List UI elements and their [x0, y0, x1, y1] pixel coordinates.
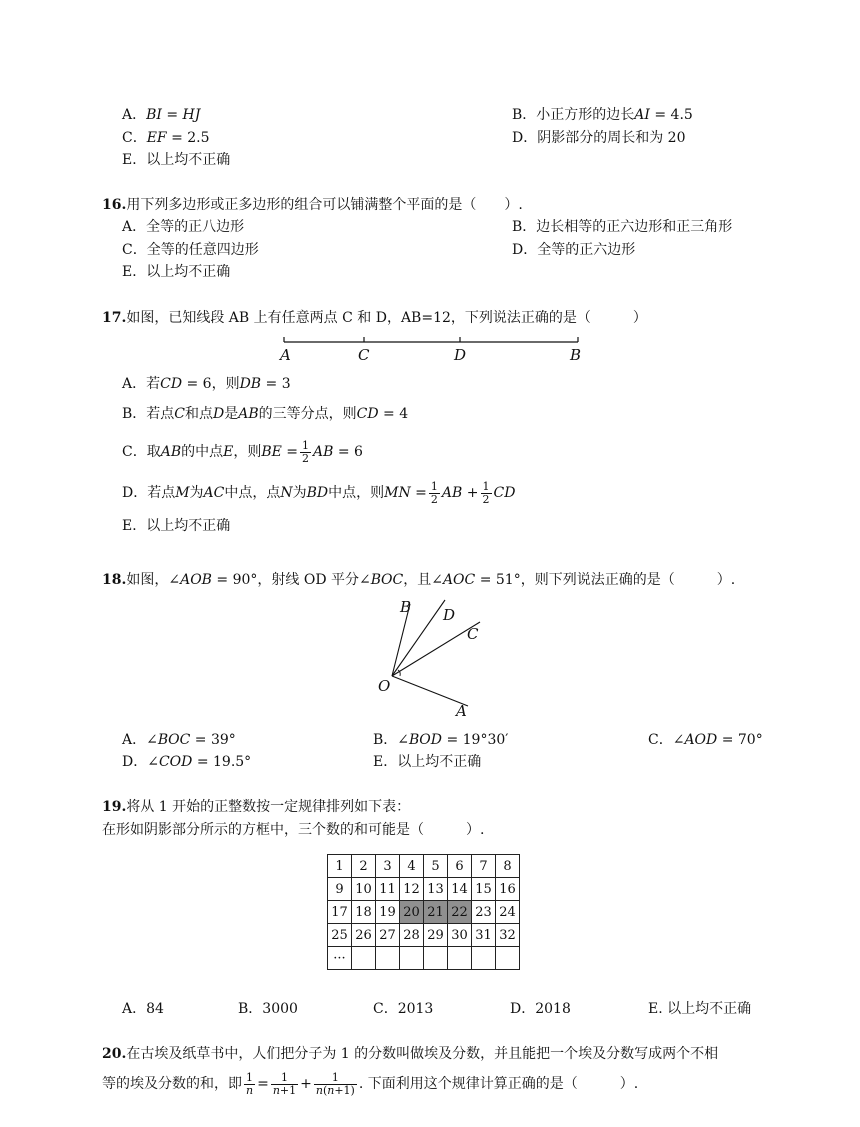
label-d: D	[454, 346, 467, 364]
fraction-1-over-n-n-plus-1: $\frac{1}{\text{𝑛(𝑛+1)}}$	[315, 1071, 355, 1097]
table-cell	[352, 947, 376, 970]
q19-stem-line2: 在形如阴影部分所示的方框中，三个数的和可能是（ ）.	[102, 822, 485, 838]
label-a: A	[280, 346, 291, 364]
q20-stem-text: 在古埃及纸草书中，人们把分子为 1 的分数叫做埃及分数，并且能把一个埃及分数写成两个不相	[126, 1046, 719, 1062]
q19-option-b: B．3000	[238, 1001, 298, 1017]
label-o: O	[378, 677, 391, 695]
q19-option-c: C．2013	[373, 1001, 434, 1017]
table-cell: 17	[328, 901, 352, 924]
table-cell: 18	[352, 901, 376, 924]
table-cell: 27	[376, 924, 400, 947]
fraction-one-half: $\frac{1}{2}$	[302, 439, 310, 465]
table-cell: 23	[472, 901, 496, 924]
table-cell: 8	[496, 855, 520, 878]
fraction-one-half: $\frac{1}{2}$	[482, 480, 490, 506]
table-cell: 15	[472, 878, 496, 901]
table-cell: 29	[424, 924, 448, 947]
table-cell	[424, 947, 448, 970]
table-cell: 3	[376, 855, 400, 878]
table-cell: 20	[400, 901, 424, 924]
table-cell: 31	[472, 924, 496, 947]
fraction-one-half: $\frac{1}{2}$	[430, 480, 438, 506]
q18-option-c: C．∠𝐴𝑂𝐷 = 70°	[648, 732, 763, 748]
table-cell: 1	[328, 855, 352, 878]
q19-option-e: E. 以上均不正确	[648, 1001, 752, 1017]
q18-stem-text: 如图，∠𝐴𝑂𝐵 = 90°，射线 OD 平分∠𝐵𝑂𝐶，且∠𝐴𝑂𝐶 = 51°，则下列说法正确的是（ ）.	[126, 572, 736, 588]
table-cell: 14	[448, 878, 472, 901]
label-a: A	[456, 702, 467, 720]
q15-option-c: C．𝐸𝐹 = 2.5	[122, 130, 210, 146]
table-cell	[400, 947, 424, 970]
table-cell: 16	[496, 878, 520, 901]
table-row	[328, 924, 520, 947]
q16-stem-text: 用下列多边形或正多边形的组合可以铺满整个平面的是（ ）.	[126, 197, 523, 213]
q16-stem	[102, 198, 523, 212]
q18-stem	[102, 573, 735, 587]
q17-option-c: C．取𝐴𝐵的中点𝐸，则𝐵𝐸 = $\frac{1}{2}$ 𝐴𝐵 = 6	[122, 439, 363, 465]
table-row	[328, 901, 520, 924]
segment-ab-diagram	[270, 330, 600, 366]
table-cell: 7	[472, 855, 496, 878]
table-row	[328, 855, 520, 878]
q19-stem-line1	[102, 800, 410, 814]
q17-number: 17.	[102, 310, 127, 326]
table-cell	[472, 947, 496, 970]
table-row	[328, 947, 520, 970]
q16-number: 16.	[102, 197, 127, 213]
q18-option-d: D．∠𝐶𝑂𝐷 = 19.5°	[122, 754, 252, 770]
q18-option-e: E．以上均不正确	[373, 754, 482, 770]
table-cell: 30	[448, 924, 472, 947]
q15-option-b: B．小正方形的边长𝐴𝐼 = 4.5	[512, 107, 693, 123]
table-cell: 11	[376, 878, 400, 901]
label-b: B	[570, 346, 582, 364]
q16-option-a: A．全等的正八边形	[122, 219, 245, 235]
q19-stem-text: 将从 1 开始的正整数按一定规律排列如下表：	[126, 799, 411, 815]
table-cell: 10	[352, 878, 376, 901]
fraction-1-over-n: $\frac{1}{\text{𝑛}}$	[246, 1071, 254, 1097]
table-cell: 21	[424, 901, 448, 924]
q20-stem-line1	[102, 1047, 718, 1061]
table-cell: ···	[328, 947, 352, 970]
q19-option-a: A．84	[122, 1001, 164, 1017]
table-cell: 25	[328, 924, 352, 947]
table-cell: 22	[448, 901, 472, 924]
q20-number: 20.	[102, 1046, 127, 1062]
label-c: C	[358, 346, 370, 364]
number-table	[327, 854, 520, 970]
table-cell: 24	[496, 901, 520, 924]
table-cell: 2	[352, 855, 376, 878]
q16-option-c: C．全等的任意四边形	[122, 242, 259, 258]
table-cell	[496, 947, 520, 970]
q15-option-a: A．𝐵𝐼 = 𝐻𝐽	[122, 107, 201, 123]
table-cell: 28	[400, 924, 424, 947]
q17-stem	[102, 311, 647, 325]
q18-option-b: B．∠𝐵𝑂𝐷 = 19°30′	[373, 732, 509, 748]
table-cell	[448, 947, 472, 970]
table-cell: 19	[376, 901, 400, 924]
table-cell: 4	[400, 855, 424, 878]
label-d: D	[443, 606, 456, 624]
q20-stem-line2: 等的埃及分数的和，即 $\frac{1}{\text{𝑛}}$ = $\frac{1}{\text{𝑛+1}}$ + $\frac{1}{\text{𝑛(𝑛+1)}}$ . 下面利用这个规律计算正确的是（ ）.	[102, 1071, 639, 1097]
q17-option-a: A．若𝐶𝐷 = 6，则𝐷𝐵 = 3	[122, 376, 291, 392]
label-c: C	[467, 625, 479, 643]
q16-option-b: B．边长相等的正六边形和正三角形	[512, 219, 733, 235]
table-cell: 26	[352, 924, 376, 947]
q17-option-d: D．若点𝑀为𝐴𝐶中点，点𝑁为𝐵𝐷中点，则𝑀𝑁 = $\frac{1}{2}$ 𝐴𝐵 + $\frac{1}{2}$ 𝐶𝐷	[122, 480, 516, 506]
table-cell: 13	[424, 878, 448, 901]
q17-option-b: B．若点𝐶和点𝐷是𝐴𝐵的三等分点，则𝐶𝐷 = 4	[122, 406, 409, 422]
fraction-1-over-n-plus-1: $\frac{1}{\text{𝑛+1}}$	[272, 1071, 297, 1097]
q16-option-d: D．全等的正六边形	[512, 242, 636, 258]
table-cell	[376, 947, 400, 970]
table-cell: 12	[400, 878, 424, 901]
q19-option-d: D．2018	[510, 1001, 571, 1017]
q15-option-e: E．以上均不正确	[122, 152, 231, 168]
q19-number: 19.	[102, 799, 127, 815]
q17-stem-text: 如图，已知线段 AB 上有任意两点 C 和 D，AB=12，下列说法正确的是（ ）	[126, 310, 647, 326]
q18-number: 18.	[102, 572, 127, 588]
q15-option-d: D．阴影部分的周长和为 20	[512, 130, 686, 146]
label-b: B	[400, 598, 412, 616]
table-cell: 32	[496, 924, 520, 947]
q18-option-a: A．∠𝐵𝑂𝐶 = 39°	[122, 732, 236, 748]
table-row	[328, 878, 520, 901]
table-cell: 9	[328, 878, 352, 901]
angle-diagram	[370, 596, 500, 720]
table-cell: 5	[424, 855, 448, 878]
q16-option-e: E．以上均不正确	[122, 264, 231, 280]
q17-option-e: E．以上均不正确	[122, 518, 231, 534]
table-cell: 6	[448, 855, 472, 878]
